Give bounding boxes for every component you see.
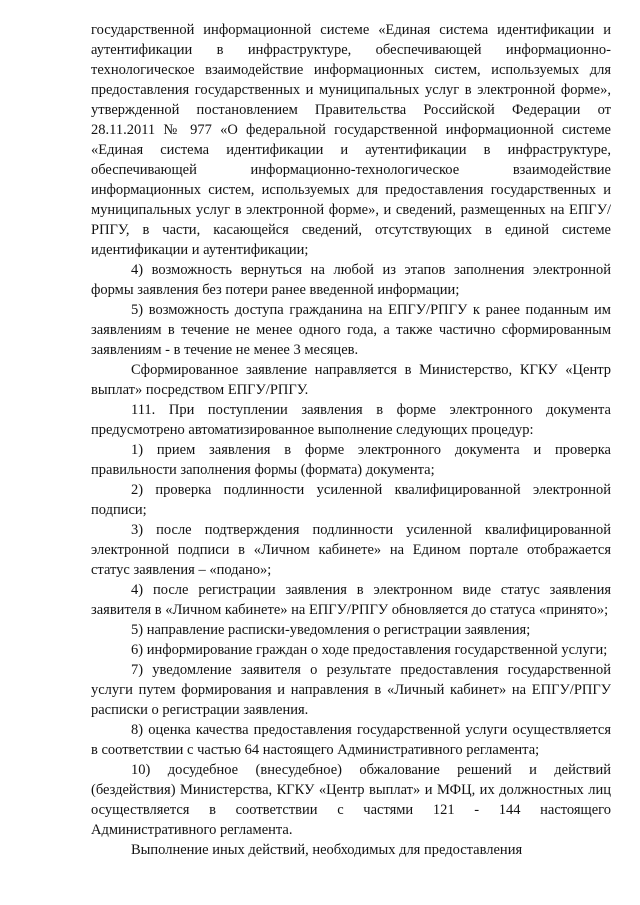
- paragraph-procedure-3: 3) после подтверждения подлинности усиленной квалифицированной электронной подписи в «Личном кабинете» на Едином портале отображается статус заявления – «подано»;: [91, 522, 611, 578]
- paragraph-procedure-6: 6) информирование граждан о ходе предоставления государственной услуги;: [131, 642, 608, 658]
- paragraph-procedure-8: 8) оценка качества предоставления государственной услуги осуществляется в соответствии с частью 64 настоящего Административного регламента;: [91, 722, 611, 758]
- paragraph-item-5-access-applications: 5) возможность доступа гражданина на ЕПГУ/РПГУ к ранее поданным им заявлениям в течение не менее одного года, а также частично сформированным заявлениям - в течение не менее 3 месяцев.: [91, 302, 611, 358]
- paragraph-application-sent: Сформированное заявление направляется в Министерство, КГКУ «Центр выплат» посредством ЕПГУ/РПГУ.: [91, 362, 611, 398]
- paragraph-procedure-5: 5) направление расписки-уведомления о регистрации заявления;: [131, 622, 531, 638]
- paragraph-esia-reference: государственной информационной системе «Единая система идентификации и аутентификации в инфраструктуре, обеспечивающей информационно-технологическое взаимодействие информационных систем, используемых для предоставления государственных и муниципальных услуг в электронной форме», утвержденной постановлением Правительства Российской Федерации от 28.11.2011 № 977 «О федеральной государственной информационной системе «Единая система идентификации и аутентификации в инфраструктуре, обеспечивающей информационно-технологическое взаимодействие информационных систем, используемых для предоставления государственных и муниципальных услуг в электронной форме», и сведений, размещенных на ЕПГУ/РПГУ, в части, касающейся сведений, отсутствующих в единой системе идентификации и аутентификации;: [91, 22, 611, 258]
- paragraph-item-4-return-to-step: 4) возможность вернуться на любой из этапов заполнения электронной формы заявления без потери ранее введенной информации;: [91, 262, 611, 298]
- paragraph-procedure-4: 4) после регистрации заявления в электронном виде статус заявления заявителя в «Личном кабинете» на ЕПГУ/РПГУ обновляется до статуса «принято»;: [91, 582, 611, 618]
- paragraph-procedure-1: 1) прием заявления в форме электронного документа и проверка правильности заполнения формы (формата) документа;: [91, 442, 611, 478]
- paragraph-section-111: 111. При поступлении заявления в форме электронного документа предусмотрено автоматизированное выполнение следующих процедур:: [91, 402, 611, 438]
- document-page: [91, 20, 611, 860]
- paragraph-procedure-7: 7) уведомление заявителя о результате предоставления государственной услуги путем формирования и направления в «Личный кабинет» на ЕПГУ/РПГУ расписки о регистрации заявления.: [91, 662, 611, 718]
- paragraph-procedure-10: 10) досудебное (внесудебное) обжалование решений и действий (бездействия) Министерства, КГКУ «Центр выплат» и МФЦ, их должностных лиц осуществляется в соответствии с частями 121 - 144 настоящего Административного регламента.: [91, 762, 611, 838]
- paragraph-procedure-2: 2) проверка подлинности усиленной квалифицированной электронной подписи;: [91, 482, 611, 518]
- paragraph-other-actions: Выполнение иных действий, необходимых для предоставления: [131, 842, 523, 858]
